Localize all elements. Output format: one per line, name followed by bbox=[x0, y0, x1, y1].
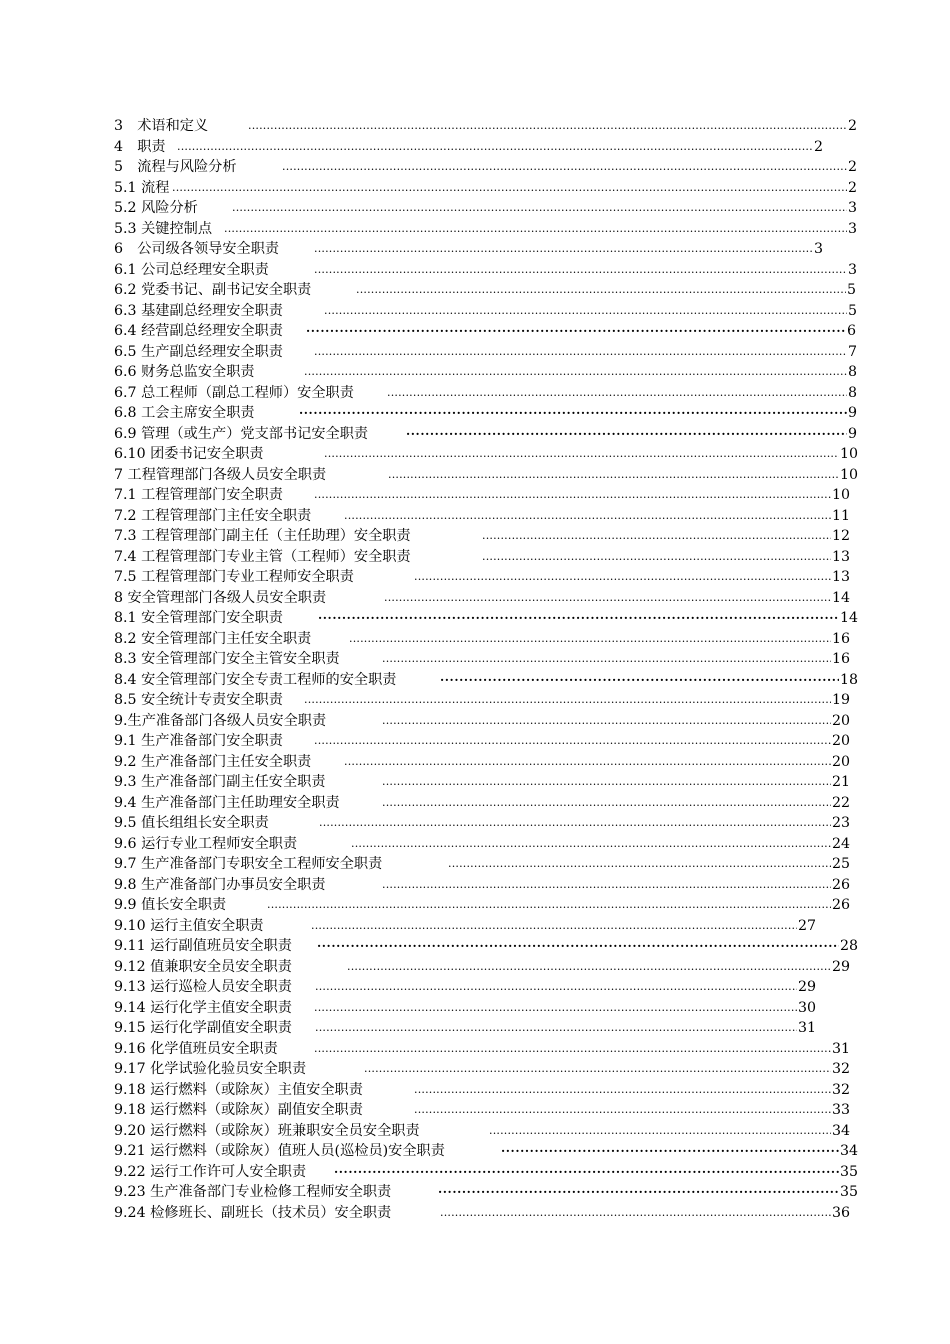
dot-leader bbox=[177, 137, 813, 158]
toc-entry-title: 5.1 流程 bbox=[114, 178, 171, 199]
dot-leader bbox=[314, 342, 847, 363]
toc-entry-title: 9.13 运行巡检人员安全职责 bbox=[114, 977, 294, 998]
toc-entry-page-number: 10 bbox=[840, 446, 859, 462]
toc-entry[interactable] bbox=[114, 629, 860, 650]
toc-entry-page-number: 21 bbox=[832, 774, 851, 790]
toc-entry-page-number: 32 bbox=[832, 1081, 851, 1098]
toc-entry-title: 7.4 工程管理部门专业主管（工程师）安全职责 bbox=[114, 547, 413, 568]
toc-entry[interactable] bbox=[114, 1100, 860, 1121]
toc-entry-page-number: 3 bbox=[814, 241, 824, 257]
toc-entry[interactable] bbox=[114, 485, 860, 506]
toc-entry-page-number: 2 bbox=[848, 118, 858, 134]
toc-entry[interactable] bbox=[114, 424, 860, 445]
toc-entry-title: 8 安全管理部门各级人员安全职责 bbox=[114, 588, 328, 609]
toc-entry-title: 9.9 值长安全职责 bbox=[114, 895, 228, 916]
dot-leader bbox=[324, 444, 839, 465]
dot-leader bbox=[414, 1080, 831, 1101]
dot-leader bbox=[438, 1182, 839, 1203]
toc-entry-title: 9.2 生产准备部门主任安全职责 bbox=[114, 752, 313, 773]
toc-entry-title: 9.10 运行主值安全职责 bbox=[114, 916, 266, 937]
toc-entry-page-number: 9 bbox=[848, 405, 858, 421]
toc-entry-page-number: 10 bbox=[840, 466, 859, 483]
dot-leader bbox=[482, 526, 831, 547]
toc-entry-title: 6.2 党委书记、副书记安全职责 bbox=[114, 280, 313, 301]
toc-entry-page-number: 5 bbox=[847, 282, 857, 298]
toc-entry-page-number: 24 bbox=[832, 835, 851, 852]
dot-leader bbox=[440, 670, 839, 691]
toc-entry[interactable] bbox=[114, 403, 860, 424]
toc-entry-title: 9.4 生产准备部门主任助理安全职责 bbox=[114, 793, 342, 814]
toc-entry-title: 6.4 经营副总经理安全职责 bbox=[114, 321, 285, 342]
toc-entry[interactable] bbox=[114, 875, 860, 896]
toc-entry[interactable] bbox=[114, 834, 860, 855]
dot-leader bbox=[406, 424, 847, 445]
table-of-contents bbox=[114, 116, 860, 1223]
dot-leader bbox=[282, 157, 847, 178]
toc-entry[interactable] bbox=[114, 813, 860, 834]
toc-entry-page-number: 35 bbox=[840, 1184, 859, 1200]
dot-leader bbox=[382, 649, 831, 670]
dot-leader bbox=[314, 239, 813, 260]
toc-entry-page-number: 3 bbox=[848, 261, 858, 278]
dot-leader bbox=[224, 219, 847, 240]
toc-entry-title: 6.8 工会主席安全职责 bbox=[114, 403, 257, 424]
toc-entry-page-number: 18 bbox=[840, 671, 859, 688]
dot-leader bbox=[414, 567, 831, 588]
toc-entry-title: 9.3 生产准备部门副主任安全职责 bbox=[114, 772, 328, 793]
dot-leader bbox=[314, 1039, 831, 1060]
toc-entry-title: 6.3 基建副总经理安全职责 bbox=[114, 301, 285, 322]
toc-entry[interactable] bbox=[114, 116, 860, 137]
toc-entry-page-number: 7 bbox=[848, 343, 858, 360]
toc-entry[interactable] bbox=[114, 772, 860, 793]
toc-entry-title: 9.6 运行专业工程师安全职责 bbox=[114, 834, 299, 855]
toc-entry[interactable] bbox=[114, 547, 860, 568]
dot-leader bbox=[324, 301, 847, 322]
dot-leader bbox=[384, 588, 831, 609]
toc-entry-page-number: 13 bbox=[832, 548, 851, 565]
dot-leader bbox=[356, 280, 846, 301]
toc-entry[interactable] bbox=[114, 588, 860, 609]
dot-leader bbox=[364, 1059, 831, 1080]
toc-entry[interactable] bbox=[114, 1121, 860, 1142]
toc-entry[interactable] bbox=[114, 998, 860, 1019]
toc-entry[interactable] bbox=[114, 752, 860, 773]
toc-entry-page-number: 19 bbox=[832, 692, 851, 708]
dot-leader bbox=[349, 629, 831, 650]
dot-leader bbox=[304, 362, 847, 383]
toc-entry-page-number: 29 bbox=[798, 979, 817, 995]
toc-entry-page-number: 16 bbox=[832, 651, 851, 667]
toc-entry[interactable] bbox=[114, 957, 860, 978]
toc-entry-page-number: 22 bbox=[832, 794, 851, 811]
toc-entry-page-number: 26 bbox=[832, 876, 851, 893]
toc-entry-title: 7.3 工程管理部门副主任（主任助理）安全职责 bbox=[114, 526, 413, 547]
toc-entry[interactable] bbox=[114, 936, 860, 957]
dot-leader bbox=[314, 731, 831, 752]
toc-entry-page-number: 5 bbox=[848, 302, 858, 319]
toc-entry[interactable] bbox=[114, 1203, 860, 1224]
toc-entry-page-number: 3 bbox=[848, 200, 858, 216]
toc-entry[interactable] bbox=[114, 362, 860, 383]
toc-entry-page-number: 27 bbox=[798, 917, 817, 934]
dot-leader bbox=[317, 936, 839, 957]
toc-entry-title: 7.1 工程管理部门安全职责 bbox=[114, 485, 285, 506]
toc-entry-page-number: 26 bbox=[832, 897, 851, 913]
toc-entry-page-number: 25 bbox=[832, 856, 851, 872]
dot-leader bbox=[382, 793, 831, 814]
toc-entry[interactable] bbox=[114, 793, 860, 814]
dot-leader bbox=[388, 465, 839, 486]
toc-entry-title: 9.24 检修班长、副班长（技术员）安全职责 bbox=[114, 1203, 393, 1224]
toc-entry-page-number: 20 bbox=[832, 753, 851, 770]
toc-entry-title: 9.5 值长组组长安全职责 bbox=[114, 813, 271, 834]
dot-leader bbox=[347, 957, 831, 978]
toc-entry[interactable] bbox=[114, 916, 860, 937]
toc-entry[interactable] bbox=[114, 219, 860, 240]
dot-leader bbox=[387, 383, 847, 404]
toc-entry-title: 8.2 安全管理部门主任安全职责 bbox=[114, 629, 313, 650]
toc-entry[interactable] bbox=[114, 1059, 860, 1080]
dot-leader bbox=[314, 485, 831, 506]
toc-entry[interactable] bbox=[114, 280, 860, 301]
dot-leader bbox=[314, 260, 847, 281]
toc-entry[interactable] bbox=[114, 526, 860, 547]
toc-entry-title: 9.12 值兼职安全员安全职责 bbox=[114, 957, 294, 978]
toc-entry-title: 9.18 运行燃料（或除灰）主值安全职责 bbox=[114, 1080, 365, 1101]
toc-entry[interactable] bbox=[114, 670, 860, 691]
toc-entry-page-number: 14 bbox=[840, 610, 859, 626]
toc-entry-title: 5.3 关键控制点 bbox=[114, 219, 214, 240]
toc-entry[interactable] bbox=[114, 157, 860, 178]
toc-entry-title: 9.11 运行副值班员安全职责 bbox=[114, 936, 294, 957]
toc-entry-title: 9.1 生产准备部门安全职责 bbox=[114, 731, 285, 752]
toc-entry[interactable] bbox=[114, 239, 860, 260]
toc-entry-title: 7.5 工程管理部门专业工程师安全职责 bbox=[114, 567, 356, 588]
toc-entry-page-number: 20 bbox=[832, 733, 851, 749]
toc-entry-page-number: 8 bbox=[848, 364, 858, 380]
toc-entry-page-number: 9 bbox=[848, 425, 858, 442]
dot-leader bbox=[319, 813, 831, 834]
toc-entry[interactable] bbox=[114, 1039, 860, 1060]
toc-entry-page-number: 33 bbox=[832, 1102, 851, 1118]
toc-entry[interactable] bbox=[114, 1141, 860, 1162]
dot-leader bbox=[318, 608, 839, 629]
toc-entry-title: 9.17 化学试验化验员安全职责 bbox=[114, 1059, 308, 1080]
dot-leader bbox=[382, 875, 831, 896]
toc-entry[interactable] bbox=[114, 342, 860, 363]
dot-leader bbox=[248, 116, 847, 137]
toc-entry[interactable] bbox=[114, 711, 860, 732]
toc-entry-page-number: 2 bbox=[848, 179, 858, 196]
toc-entry-title: 9.16 化学值班员安全职责 bbox=[114, 1039, 280, 1060]
toc-entry-page-number: 35 bbox=[840, 1163, 859, 1180]
dot-leader bbox=[489, 1121, 831, 1142]
dot-leader bbox=[299, 403, 847, 424]
toc-entry-page-number: 2 bbox=[814, 138, 824, 155]
toc-entry-title: 8.5 安全统计专责安全职责 bbox=[114, 690, 285, 711]
toc-entry-title: 4 职责 bbox=[114, 137, 168, 158]
toc-entry-title: 7 工程管理部门各级人员安全职责 bbox=[114, 465, 328, 486]
dot-leader bbox=[315, 1018, 797, 1039]
toc-entry[interactable] bbox=[114, 731, 860, 752]
toc-entry-title: 8.4 安全管理部门安全专责工程师的安全职责 bbox=[114, 670, 398, 691]
toc-entry-title: 9.22 运行工作许可人安全职责 bbox=[114, 1162, 308, 1183]
toc-entry[interactable] bbox=[114, 1018, 860, 1039]
toc-entry-title: 6.10 团委书记安全职责 bbox=[114, 444, 266, 465]
toc-entry[interactable] bbox=[114, 608, 860, 629]
toc-entry-title: 6.5 生产副总经理安全职责 bbox=[114, 342, 285, 363]
toc-entry-page-number: 16 bbox=[832, 630, 851, 647]
toc-entry[interactable] bbox=[114, 321, 860, 342]
toc-entry[interactable] bbox=[114, 649, 860, 670]
toc-entry-title: 5 流程与风险分析 bbox=[114, 157, 239, 178]
toc-entry-title: 9.15 运行化学副值安全职责 bbox=[114, 1018, 294, 1039]
toc-entry-page-number: 31 bbox=[798, 1020, 817, 1036]
toc-entry-page-number: 23 bbox=[832, 815, 851, 831]
toc-entry-title: 6 公司级各领导安全职责 bbox=[114, 239, 281, 260]
toc-entry-title: 9.18 运行燃料（或除灰）副值安全职责 bbox=[114, 1100, 365, 1121]
toc-entry-title: 9.8 生产准备部门办事员安全职责 bbox=[114, 875, 328, 896]
dot-leader bbox=[440, 1203, 831, 1224]
dot-leader bbox=[382, 772, 831, 793]
toc-entry[interactable] bbox=[114, 977, 860, 998]
toc-entry[interactable] bbox=[114, 1162, 860, 1183]
toc-entry-page-number: 34 bbox=[840, 1143, 859, 1159]
dot-leader bbox=[414, 1100, 831, 1121]
toc-entry-page-number: 30 bbox=[798, 999, 817, 1016]
dot-leader bbox=[448, 854, 831, 875]
toc-entry-page-number: 13 bbox=[832, 569, 851, 585]
toc-entry-title: 6.9 管理（或生产）党支部书记安全职责 bbox=[114, 424, 370, 445]
toc-entry-page-number: 20 bbox=[832, 712, 851, 729]
toc-entry-title: 9.20 运行燃料（或除灰）班兼职安全员安全职责 bbox=[114, 1121, 422, 1142]
dot-leader bbox=[172, 178, 847, 199]
toc-entry-page-number: 6 bbox=[847, 323, 857, 339]
dot-leader bbox=[482, 547, 831, 568]
toc-entry[interactable] bbox=[114, 895, 860, 916]
toc-entry[interactable] bbox=[114, 260, 860, 281]
toc-entry-page-number: 31 bbox=[832, 1040, 851, 1057]
toc-entry-title: 6.6 财务总监安全职责 bbox=[114, 362, 257, 383]
toc-entry[interactable] bbox=[114, 854, 860, 875]
toc-entry[interactable] bbox=[114, 1182, 860, 1203]
toc-entry-title: 8.1 安全管理部门安全职责 bbox=[114, 608, 285, 629]
toc-entry-title: 7.2 工程管理部门主任安全职责 bbox=[114, 506, 313, 527]
dot-leader bbox=[344, 752, 831, 773]
dot-leader bbox=[334, 1162, 839, 1183]
toc-entry-page-number: 34 bbox=[832, 1122, 851, 1139]
toc-entry-page-number: 3 bbox=[848, 220, 858, 237]
toc-entry-page-number: 28 bbox=[840, 938, 859, 954]
toc-entry-title: 8.3 安全管理部门安全主管安全职责 bbox=[114, 649, 342, 670]
toc-entry[interactable] bbox=[114, 301, 860, 322]
toc-entry-page-number: 11 bbox=[832, 507, 851, 524]
dot-leader bbox=[344, 506, 831, 527]
toc-entry-title: 5.2 风险分析 bbox=[114, 198, 200, 219]
toc-entry[interactable] bbox=[114, 444, 860, 465]
dot-leader bbox=[232, 198, 847, 219]
toc-entry-page-number: 8 bbox=[848, 384, 858, 401]
toc-entry-title: 9.生产准备部门各级人员安全职责 bbox=[114, 711, 328, 732]
toc-entry[interactable] bbox=[114, 137, 860, 158]
toc-entry[interactable] bbox=[114, 567, 860, 588]
toc-entry[interactable] bbox=[114, 506, 860, 527]
toc-entry-page-number: 36 bbox=[832, 1204, 851, 1221]
dot-leader bbox=[314, 998, 797, 1019]
toc-entry-page-number: 14 bbox=[832, 589, 851, 606]
toc-entry[interactable] bbox=[114, 178, 860, 199]
toc-entry-title: 3 术语和定义 bbox=[114, 116, 210, 137]
dot-leader bbox=[267, 895, 831, 916]
toc-entry-page-number: 29 bbox=[832, 958, 851, 975]
toc-entry[interactable] bbox=[114, 198, 860, 219]
toc-entry-title: 9.14 运行化学主值安全职责 bbox=[114, 998, 294, 1019]
dot-leader bbox=[306, 321, 846, 342]
toc-entry-title: 6.7 总工程师（副总工程师）安全职责 bbox=[114, 383, 356, 404]
toc-entry-title: 9.23 生产准备部门专业检修工程师安全职责 bbox=[114, 1182, 393, 1203]
toc-entry[interactable] bbox=[114, 465, 860, 486]
toc-entry-title: 9.7 生产准备部门专职安全工程师安全职责 bbox=[114, 854, 384, 875]
dot-leader bbox=[304, 690, 831, 711]
toc-entry[interactable] bbox=[114, 1080, 860, 1101]
toc-entry-page-number: 12 bbox=[832, 528, 851, 544]
dot-leader bbox=[382, 711, 831, 732]
dot-leader bbox=[351, 834, 831, 855]
toc-entry-page-number: 2 bbox=[848, 159, 858, 175]
toc-entry-title: 9.21 运行燃料（或除灰）值班人员(巡检员)安全职责 bbox=[114, 1141, 447, 1162]
toc-entry[interactable] bbox=[114, 383, 860, 404]
toc-entry-page-number: 32 bbox=[832, 1061, 851, 1077]
toc-entry-title: 6.1 公司总经理安全职责 bbox=[114, 260, 271, 281]
dot-leader bbox=[311, 916, 797, 937]
toc-entry[interactable] bbox=[114, 690, 860, 711]
dot-leader bbox=[501, 1141, 839, 1162]
toc-entry-page-number: 10 bbox=[832, 487, 851, 503]
dot-leader bbox=[315, 977, 797, 998]
